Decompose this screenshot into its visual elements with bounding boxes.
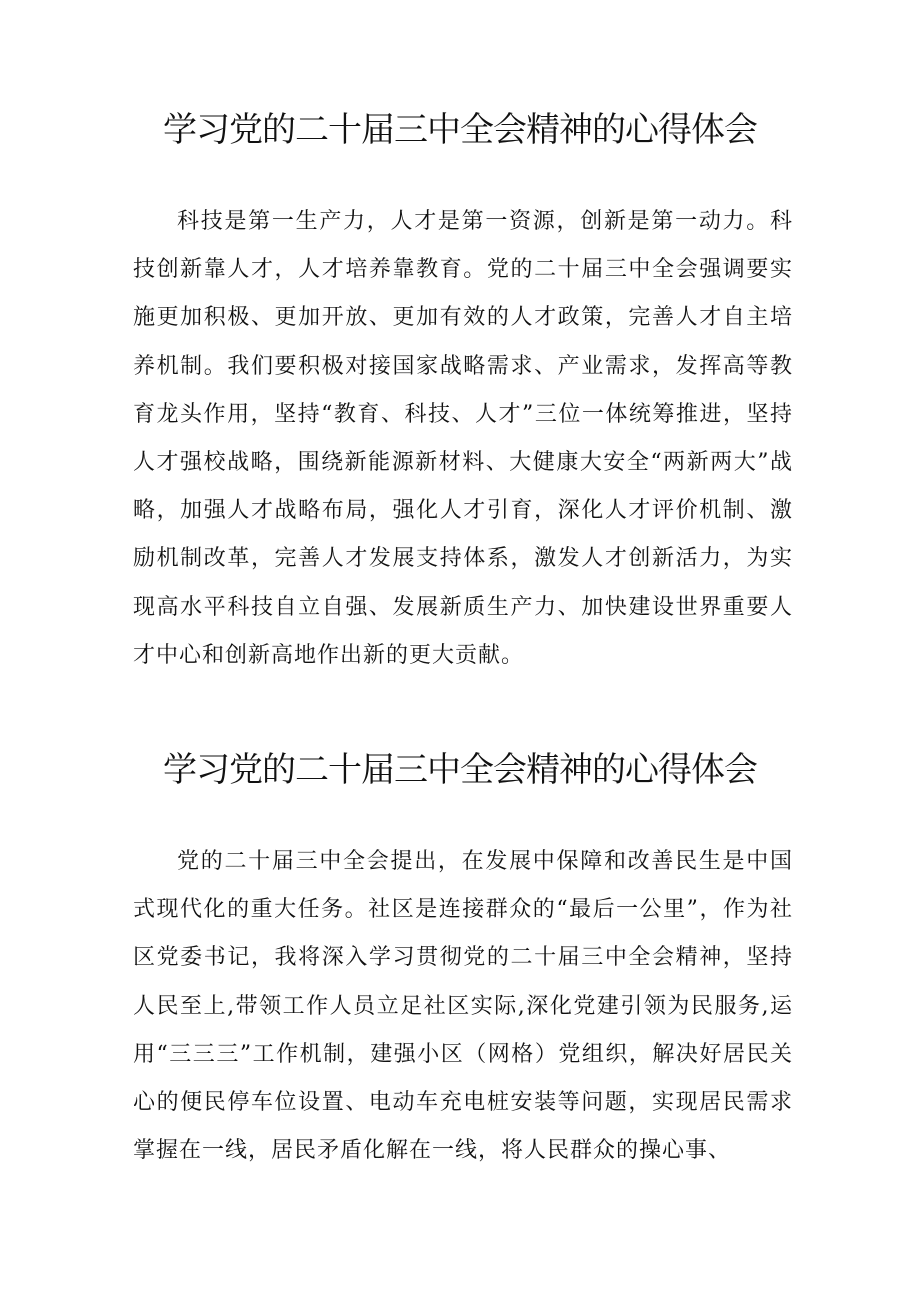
article-body: 党的二十届三中全会提出，在发展中保障和改善民生是中国式现代化的重大任务。社区是连接群众的“最后一公里”，作为社区党委书记，我将深入学习贯彻党的二十届三中全会精神，坚持人民至上,带领工作人员立足社区实际,深化党建引领为民服务,运用“三三三”工作机制，建强小区（网格）党组织，解决好居民关心的便民停车位设置、电动车充电桩安装等问题，实现居民需求掌握在一线，居民矛盾化解在一线，将人民群众的操心事、 — [133, 849, 793, 1164]
article-title: 学习党的二十届三中全会精神的心得体会 — [163, 110, 757, 150]
article-title: 学习党的二十届三中全会精神的心得体会 — [163, 750, 757, 790]
article-2 — [0, 746, 920, 1164]
article-1 — [0, 106, 920, 668]
article-body: 科技是第一生产力，人才是第一资源，创新是第一动力。科技创新靠人才，人才培养靠教育。党的二十届三中全会强调要实施更加积极、更加开放、更加有效的人才政策，完善人才自主培养机制。我们要积极对接国家战略需求、产业需求，发挥高等教育龙头作用，坚持“教育、科技、人才”三位一体统筹推进，坚持人才强校战略，围绕新能源新材料、大健康大安全“两新两大”战略，加强人才战略布局，强化人才引育，深化人才评价机制、激励机制改革，完善人才发展支持体系，激发人才创新活力，为实现高水平科技自立自强、发展新质生产力、加快建设世界重要人才中心和创新高地作出新的更大贡献。 — [133, 209, 793, 668]
